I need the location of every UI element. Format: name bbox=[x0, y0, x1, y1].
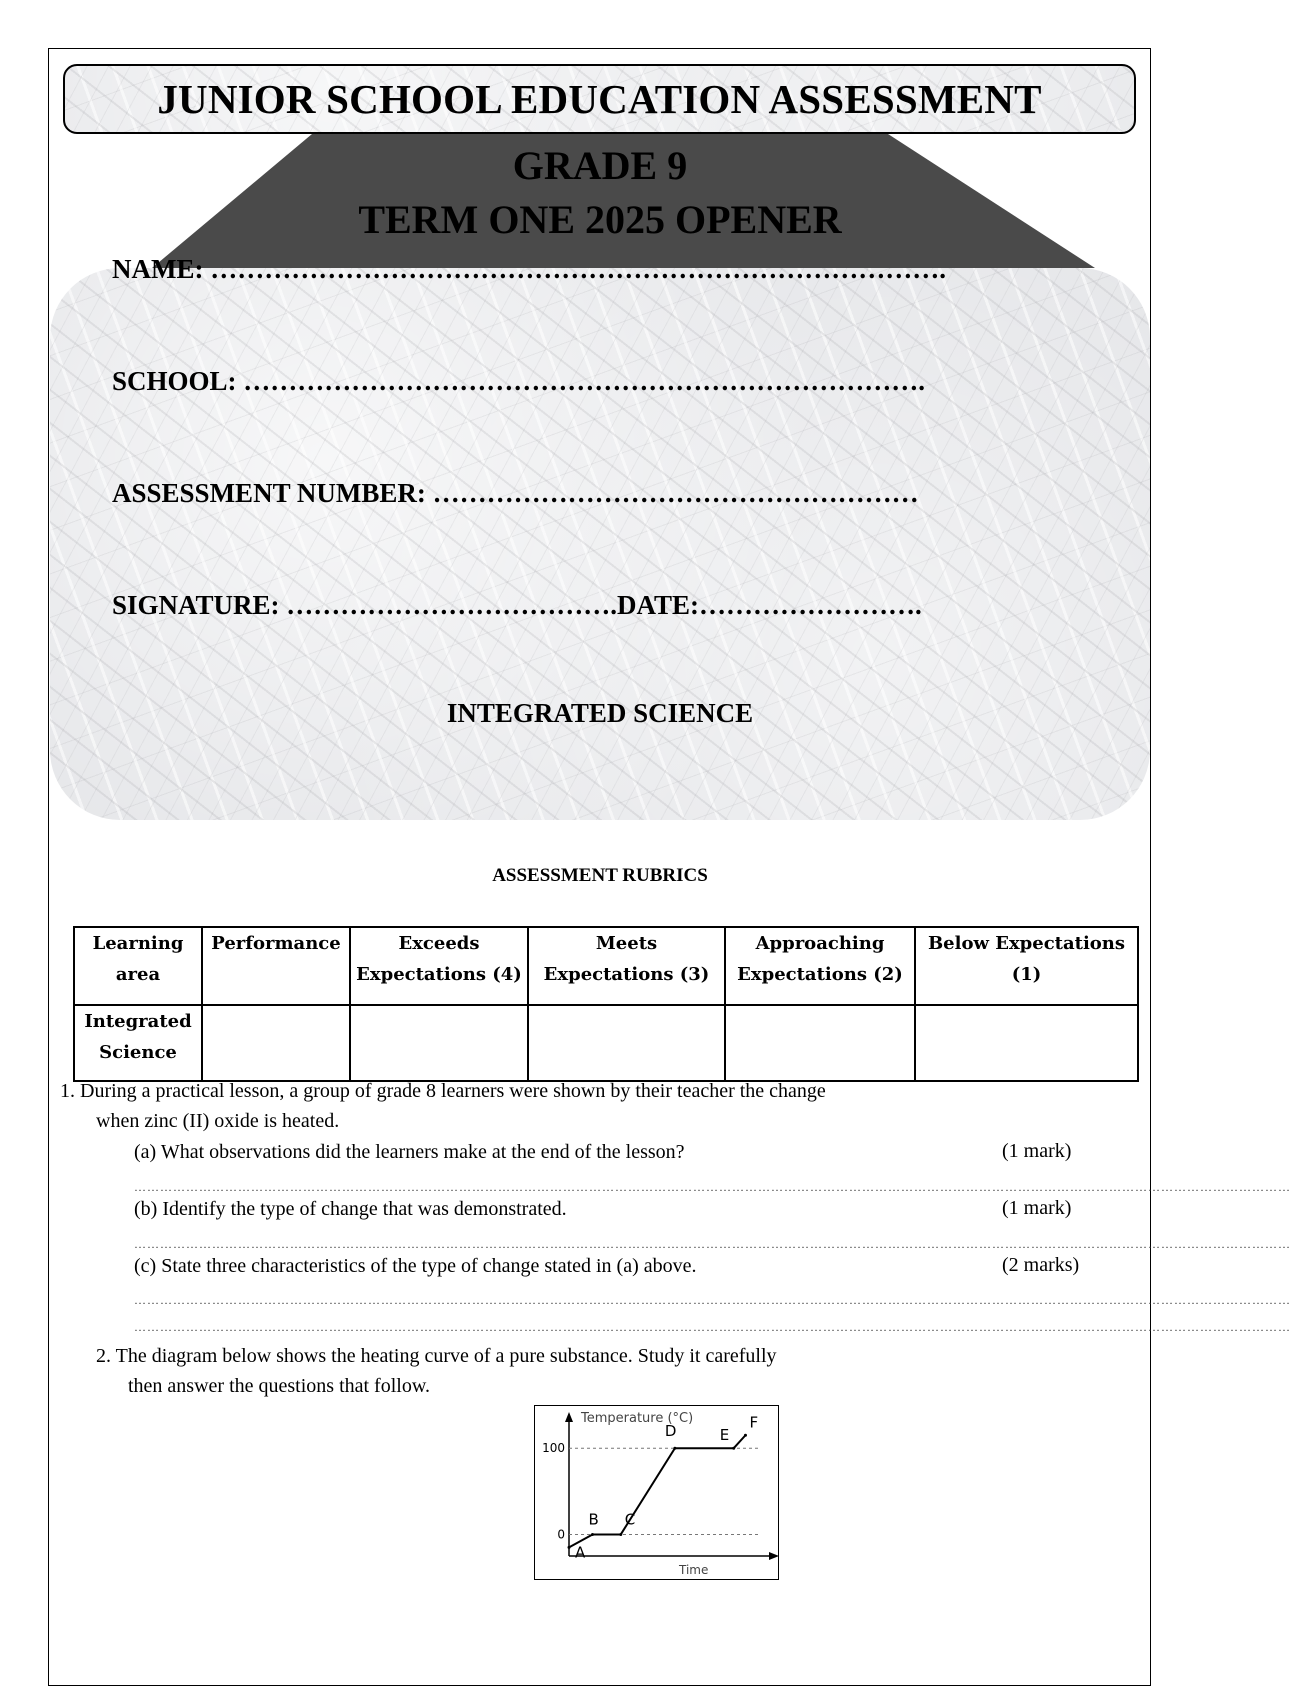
answer-line-1a[interactable]: …………………………………………………………………………………………………………………………………………………………………………………………………………………………………………… bbox=[134, 1180, 1291, 1194]
question-1a-marks: (1 mark) bbox=[1002, 1140, 1072, 1162]
rubric-cell[interactable] bbox=[915, 1005, 1138, 1081]
curve-point-D bbox=[673, 1447, 676, 1450]
heating-curve-line bbox=[569, 1435, 745, 1547]
learner-info-panel bbox=[50, 268, 1150, 820]
y-tick-label-100: 100 bbox=[542, 1441, 565, 1456]
y-axis-label: Temperature (°C) bbox=[581, 1411, 694, 1426]
grade-heading: GRADE 9 bbox=[512, 143, 688, 188]
question-1-line-1: 1. During a practical lesson, a group of grade 8 learners were shown by their teacher the change bbox=[60, 1080, 826, 1102]
curve-point-B bbox=[591, 1533, 594, 1536]
rubric-header-meets: Meets Expectations (3) bbox=[528, 927, 725, 1005]
y-axis-arrow bbox=[565, 1412, 573, 1422]
question-1-line-2: when zinc (II) oxide is heated. bbox=[96, 1110, 340, 1132]
answer-line-1c-1[interactable]: …………………………………………………………………………………………………………………………………………………………………………………………………………………………………………… bbox=[134, 1293, 1291, 1307]
rubrics-title: ASSESSMENT RUBRICS bbox=[492, 865, 708, 886]
curve-point-E bbox=[732, 1447, 735, 1450]
heating-curve-chart bbox=[535, 1406, 780, 1581]
x-axis-arrow bbox=[769, 1552, 779, 1560]
rubric-cell[interactable] bbox=[528, 1005, 725, 1081]
curve-point-C bbox=[619, 1533, 622, 1536]
point-label-F: F bbox=[749, 1413, 759, 1432]
question-1c: (c) State three characteristics of the type of change stated in (a) above. bbox=[134, 1255, 697, 1277]
point-label-A: A bbox=[575, 1543, 586, 1562]
subject-title: INTEGRATED SCIENCE bbox=[446, 698, 754, 728]
x-axis-label: Time bbox=[679, 1563, 709, 1577]
name-field[interactable]: NAME: ………………………………………………………………………. bbox=[112, 254, 946, 284]
rubric-row-integrated-science bbox=[74, 1005, 1138, 1081]
curve-point-F bbox=[744, 1434, 747, 1437]
rubric-header-exceeds: Exceeds Expectations (4) bbox=[350, 927, 528, 1005]
rubric-header-approaching: Approaching Expectations (2) bbox=[725, 927, 915, 1005]
question-1c-marks: (2 marks) bbox=[1002, 1254, 1080, 1276]
point-label-E: E bbox=[719, 1426, 730, 1445]
y-tick-label-0: 0 bbox=[557, 1527, 565, 1542]
rubric-header-row bbox=[74, 927, 1138, 1005]
question-2-line-2: then answer the questions that follow. bbox=[128, 1375, 430, 1397]
school-field[interactable]: SCHOOL: …………………………………………………………………. bbox=[112, 366, 926, 396]
rubric-header-below: Below Expectations (1) bbox=[915, 927, 1138, 1005]
question-1a: (a) What observations did the learners make at the end of the lesson? bbox=[134, 1141, 685, 1163]
question-1b-marks: (1 mark) bbox=[1002, 1197, 1072, 1219]
answer-line-1b[interactable]: …………………………………………………………………………………………………………………………………………………………………………………………………………………………………………… bbox=[134, 1237, 1291, 1251]
point-label-D: D bbox=[664, 1422, 677, 1441]
rubric-cell[interactable] bbox=[350, 1005, 528, 1081]
question-1b: (b) Identify the type of change that was demonstrated. bbox=[134, 1198, 567, 1220]
question-2-line-1: 2. The diagram below shows the heating curve of a pure substance. Study it carefully bbox=[96, 1345, 777, 1367]
answer-line-1c-2[interactable]: …………………………………………………………………………………………………………………………………………………………………………………………………………………………………………… bbox=[134, 1320, 1291, 1334]
rubric-cell[interactable] bbox=[202, 1005, 350, 1081]
rubric-row-label: Integrated Science bbox=[74, 1005, 202, 1081]
signature-date-field[interactable]: SIGNATURE: ……………………………….DATE:……………………. bbox=[112, 590, 922, 620]
point-label-C: C bbox=[624, 1510, 636, 1529]
rubric-table bbox=[73, 926, 1139, 1082]
title-banner bbox=[63, 64, 1136, 134]
rubric-header-learning-area: Learning area bbox=[74, 927, 202, 1005]
rubric-header-performance: Performance bbox=[202, 927, 350, 1005]
point-label-B: B bbox=[588, 1510, 599, 1529]
heating-curve-figure bbox=[534, 1405, 779, 1580]
rubric-cell[interactable] bbox=[725, 1005, 915, 1081]
exam-title: JUNIOR SCHOOL EDUCATION ASSESSMENT bbox=[157, 76, 1042, 122]
assessment-number-field[interactable]: ASSESSMENT NUMBER: ……………………………………………… bbox=[112, 478, 919, 508]
curve-point-A bbox=[568, 1546, 571, 1549]
term-heading: TERM ONE 2025 OPENER bbox=[358, 197, 842, 242]
